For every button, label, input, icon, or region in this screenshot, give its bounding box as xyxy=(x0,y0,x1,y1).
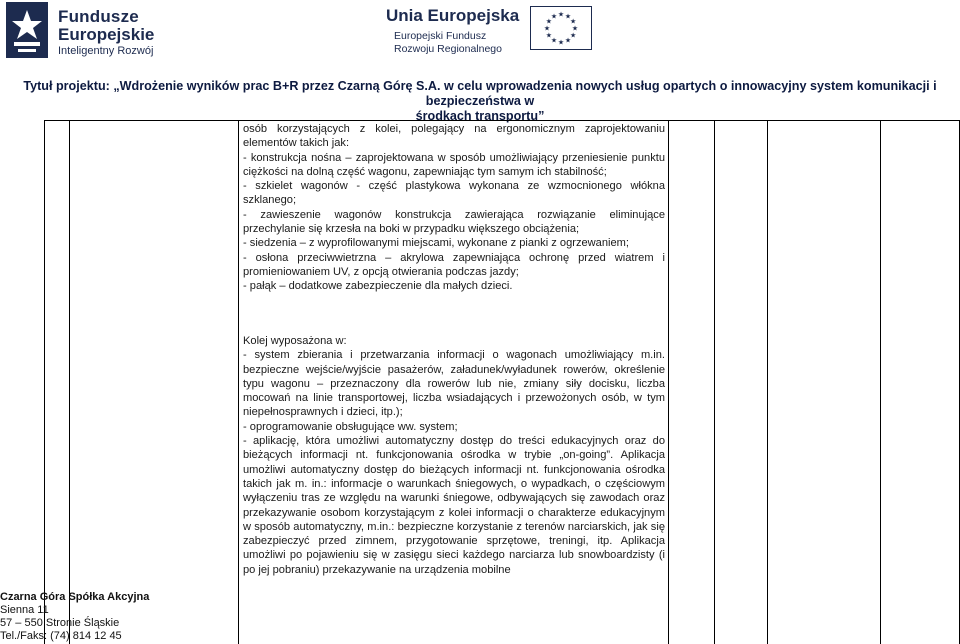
fe-logo-line3: Inteligentny Rozwój xyxy=(58,45,154,57)
eu-star-icon: ★ xyxy=(564,12,572,21)
company-phone: Tel./Faks: (74) 814 12 45 xyxy=(0,630,122,642)
description-paragraph: - oprogramowanie obsługujące ww. system; xyxy=(243,420,458,433)
description-paragraph: - osłona przeciwwietrzna – akrylowa zapewniająca ochronę przed wiatrem i promieniowaniem UV, z opcją otwierania podczas jazdy; xyxy=(243,251,665,278)
eu-star-icon: ★ xyxy=(543,24,551,33)
fe-star-mark-icon xyxy=(6,2,48,58)
description-paragraph: - konstrukcja nośna – zaprojektowana w sposób umożliwiający przeniesienie punktu ciężkości na dolną część wagonu, zapewniając tym samym ich stabilność; xyxy=(243,151,665,178)
ue-logo-line1: Unia Europejska xyxy=(386,6,520,25)
description-cell-row1 xyxy=(243,122,665,294)
description-paragraph: Kolej wyposażona w: xyxy=(243,335,347,347)
fundusze-europejskie-logo xyxy=(6,2,176,58)
project-title xyxy=(4,79,956,124)
ue-logo-line3: Rozwoju Regionalnego xyxy=(394,43,502,55)
description-paragraph: - zawieszenie wagonów konstrukcja zawierająca rozwiązanie eliminujące przechylanie się krzesła na boki w przypadku większego obciążenia; xyxy=(243,208,665,236)
description-paragraph: - aplikację, która umożliwi automatyczny dostęp do treści edukacyjnych oraz do bieżących informacji nt. funkcjonowania ośrodka w trybie „on-going”. Aplikacja umożliwi automatyczny dostęp do bieżących informacji nt. funkcjonowania ośrodka takich jak m. in.: informacje o warunkach śniegowych, o wypadkach, o częściowym wyłączeniu tras ze względu na warunki śniegowe, odbywających się zawodach oraz przekazywanie osobom korzystającym z kolei informacji o charakterze edukacyjnym w sposób automatyczny, m.in.: bezpieczne korzystanie z terenów narciarskich, jak się zabezpieczyć przed zimnem, przygotowanie sprzętowe, treningi, itp. Aplikacja umożliwi po pojawieniu się w zasięgu sieci każdego narciarza lub snowboardzisty (i po jej pobraniu) przekazywanie na urządzenia mobilne xyxy=(243,435,665,576)
eu-star-icon: ★ xyxy=(545,31,553,40)
description-paragraph: osób korzystających z kolei, polegający na ergonomicznym zaprojektowaniu elementów takich jak: xyxy=(243,123,665,150)
eu-star-icon: ★ xyxy=(545,17,553,26)
company-name: Czarna Góra Spółka Akcyjna xyxy=(0,591,150,603)
project-title-line1: Tytuł projektu: „Wdrożenie wyników prac B+R przez Czarną Górę S.A. w celu wprowadzenia nowych usług opartych o innowacyjny system komunikacji i bezpieczeństwa w xyxy=(23,79,937,108)
fe-logo-line1: Fundusze xyxy=(58,7,139,26)
eu-star-icon: ★ xyxy=(557,10,565,19)
project-title-line2: środkach transportu” xyxy=(415,109,545,123)
description-paragraph: - pałąk – dodatkowe zabezpieczenie dla małych dzieci. xyxy=(243,280,513,293)
fe-logo-line2: Europejskie xyxy=(58,25,155,44)
description-paragraph: - system zbierania i przetwarzania informacji o wagonach umożliwiający m.in. bezpieczne wejście/wyjście pasażerów, załadunek/wyładunek rowerów, określenie typu wagonu – przeznaczony dla rowerów lub nie, zmiany siły docisku, liczba mocowań na linie transportowej, liczba wsiadających i przewożonych osób, w tym niepełnosprawnych i dzieci, itp.); xyxy=(243,349,665,419)
fe-logo-text xyxy=(58,8,154,57)
eu-star-icon: ★ xyxy=(550,36,558,45)
eu-star-icon: ★ xyxy=(569,31,577,40)
description-paragraph: - szkielet wagonów - część plastykowa wykonana ze wzmocnionego włókna szklanego; xyxy=(243,180,665,207)
description-cell-row2 xyxy=(243,334,665,577)
eu-star-icon: ★ xyxy=(550,12,558,21)
eu-star-icon: ★ xyxy=(564,36,572,45)
company-city: 57 – 550 Stronie Śląskie xyxy=(0,617,120,629)
company-footer xyxy=(0,591,149,643)
eu-flag-icon xyxy=(530,6,592,50)
description-paragraph: - siedzenia – z wyprofilowanymi miejscami, wykonane z pianki z ogrzewaniem; xyxy=(243,237,629,250)
eu-star-icon: ★ xyxy=(569,17,577,26)
eu-star-icon: ★ xyxy=(571,24,579,33)
ue-logo-line2: Europejski Fundusz xyxy=(394,30,487,42)
company-street: Sienna 11 xyxy=(0,604,49,616)
eu-star-icon: ★ xyxy=(557,38,565,47)
